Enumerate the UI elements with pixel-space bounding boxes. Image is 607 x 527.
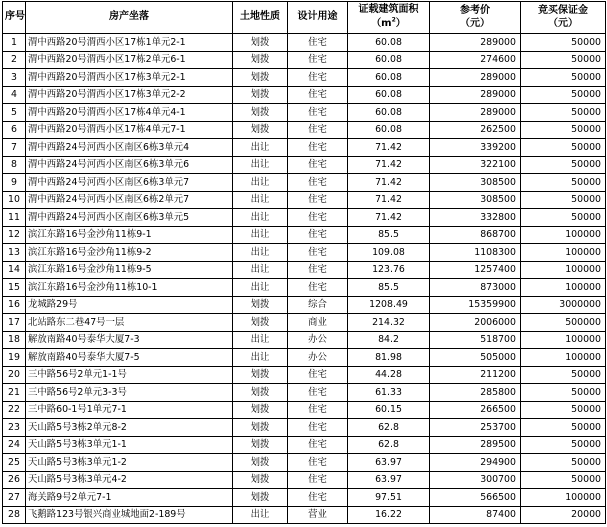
- cell-price: 505000: [430, 349, 521, 367]
- cell-price: 2006000: [430, 314, 521, 332]
- cell-area: 109.08: [348, 244, 430, 262]
- cell-no: 21: [3, 384, 26, 402]
- header-row: [3, 2, 606, 34]
- cell-land-type: 划拨: [233, 384, 288, 402]
- header-area-label: 证载建筑面积: [358, 4, 419, 16]
- cell-address: 滨江东路16号金沙角11栋9-1: [26, 226, 233, 244]
- cell-usage: 住宅: [288, 121, 348, 139]
- cell-usage: 住宅: [288, 226, 348, 244]
- cell-area: 61.33: [348, 384, 430, 402]
- table-row: [3, 104, 606, 122]
- table-row: [3, 401, 606, 419]
- cell-no: 13: [3, 244, 26, 262]
- cell-land-type: 出让: [233, 349, 288, 367]
- cell-address: 天山路5号3栋2单元8-2: [26, 419, 233, 437]
- cell-price: 868700: [430, 226, 521, 244]
- cell-address: 渭中西路24号河西小区南区6栋3单元7: [26, 174, 233, 192]
- cell-no: 16: [3, 296, 26, 314]
- table-row: [3, 191, 606, 209]
- cell-address: 渭中西路20号渭西小区17栋4单元4-1: [26, 104, 233, 122]
- table-row: [3, 51, 606, 69]
- table-row: [3, 366, 606, 384]
- cell-usage: 住宅: [288, 436, 348, 454]
- cell-price: 300700: [430, 471, 521, 489]
- cell-usage: 住宅: [288, 419, 348, 437]
- cell-price: 262500: [430, 121, 521, 139]
- cell-area: 123.76: [348, 261, 430, 279]
- cell-price: 266500: [430, 401, 521, 419]
- table-row: [3, 471, 606, 489]
- cell-deposit: 50000: [521, 384, 606, 402]
- cell-price: 1257400: [430, 261, 521, 279]
- cell-usage: 住宅: [288, 454, 348, 472]
- cell-usage: 住宅: [288, 156, 348, 174]
- cell-deposit: 50000: [521, 436, 606, 454]
- cell-land-type: 划拨: [233, 51, 288, 69]
- table-row: [3, 314, 606, 332]
- cell-address: 天山路5号3栋3单元1-1: [26, 436, 233, 454]
- cell-address: 三中路56号2单元3-3号: [26, 384, 233, 402]
- cell-area: 60.08: [348, 34, 430, 52]
- table-row: [3, 384, 606, 402]
- cell-no: 14: [3, 261, 26, 279]
- cell-price: 332800: [430, 209, 521, 227]
- cell-no: 4: [3, 86, 26, 104]
- cell-deposit: 50000: [521, 419, 606, 437]
- cell-no: 1: [3, 34, 26, 52]
- header-use: 设计用途: [288, 2, 348, 34]
- cell-address: 渭中西路24号河西小区南区6栋3单元4: [26, 139, 233, 157]
- cell-area: 44.28: [348, 366, 430, 384]
- cell-no: 22: [3, 401, 26, 419]
- cell-address: 海关路9号2单元7-1: [26, 489, 233, 507]
- table-row: [3, 209, 606, 227]
- cell-price: 1108300: [430, 244, 521, 262]
- cell-price: 322100: [430, 156, 521, 174]
- table-row: [3, 454, 606, 472]
- cell-land-type: 划拨: [233, 296, 288, 314]
- header-price-unit: （元）: [460, 17, 490, 29]
- cell-price: 289500: [430, 436, 521, 454]
- cell-price: 253700: [430, 419, 521, 437]
- cell-deposit: 50000: [521, 191, 606, 209]
- cell-area: 81.98: [348, 349, 430, 367]
- cell-land-type: 划拨: [233, 366, 288, 384]
- cell-usage: 住宅: [288, 401, 348, 419]
- cell-deposit: 100000: [521, 261, 606, 279]
- cell-usage: 住宅: [288, 489, 348, 507]
- cell-price: 308500: [430, 174, 521, 192]
- table-row: [3, 331, 606, 349]
- header-land: 土地性质: [233, 2, 288, 34]
- cell-no: 10: [3, 191, 26, 209]
- cell-land-type: 划拨: [233, 419, 288, 437]
- cell-area: 62.8: [348, 436, 430, 454]
- cell-area: 71.42: [348, 209, 430, 227]
- cell-area: 60.08: [348, 104, 430, 122]
- cell-no: 7: [3, 139, 26, 157]
- cell-no: 28: [3, 506, 26, 524]
- header-no: 序号: [3, 2, 26, 34]
- cell-no: 15: [3, 279, 26, 297]
- cell-usage: 住宅: [288, 191, 348, 209]
- cell-deposit: 100000: [521, 244, 606, 262]
- cell-usage: 住宅: [288, 384, 348, 402]
- cell-deposit: 50000: [521, 471, 606, 489]
- cell-land-type: 划拨: [233, 489, 288, 507]
- table-row: [3, 419, 606, 437]
- cell-price: 211200: [430, 366, 521, 384]
- cell-land-type: 划拨: [233, 401, 288, 419]
- cell-area: 85.5: [348, 226, 430, 244]
- table-row: [3, 86, 606, 104]
- table-row: [3, 349, 606, 367]
- cell-deposit: 50000: [521, 69, 606, 87]
- cell-land-type: 出让: [233, 261, 288, 279]
- table-row: [3, 436, 606, 454]
- cell-area: 84.2: [348, 331, 430, 349]
- cell-deposit: 50000: [521, 139, 606, 157]
- cell-price: 873000: [430, 279, 521, 297]
- cell-address: 滨江东路16号金沙角11栋9-2: [26, 244, 233, 262]
- cell-usage: 住宅: [288, 34, 348, 52]
- cell-area: 71.42: [348, 174, 430, 192]
- cell-address: 龙城路29号: [26, 296, 233, 314]
- cell-address: 解放南路40号泰华大厦7-3: [26, 331, 233, 349]
- cell-land-type: 出让: [233, 139, 288, 157]
- cell-price: 308500: [430, 191, 521, 209]
- cell-price: 566500: [430, 489, 521, 507]
- table-row: [3, 226, 606, 244]
- cell-address: 北站路东二巷47号一层: [26, 314, 233, 332]
- cell-deposit: 3000000: [521, 296, 606, 314]
- cell-usage: 办公: [288, 331, 348, 349]
- table-row: [3, 174, 606, 192]
- header-address: 房产坐落: [26, 2, 233, 34]
- table-row: [3, 139, 606, 157]
- cell-no: 5: [3, 104, 26, 122]
- cell-area: 16.22: [348, 506, 430, 524]
- cell-deposit: 500000: [521, 314, 606, 332]
- cell-usage: 住宅: [288, 209, 348, 227]
- cell-no: 26: [3, 471, 26, 489]
- cell-land-type: 划拨: [233, 121, 288, 139]
- cell-deposit: 100000: [521, 226, 606, 244]
- cell-address: 三中路60-1号1单元7-1: [26, 401, 233, 419]
- cell-address: 渭中西路24号河西小区南区6栋3单元6: [26, 156, 233, 174]
- cell-usage: 住宅: [288, 244, 348, 262]
- cell-land-type: 划拨: [233, 454, 288, 472]
- cell-no: 6: [3, 121, 26, 139]
- cell-land-type: 出让: [233, 191, 288, 209]
- cell-usage: 住宅: [288, 69, 348, 87]
- cell-area: 63.97: [348, 454, 430, 472]
- cell-no: 25: [3, 454, 26, 472]
- cell-area: 85.5: [348, 279, 430, 297]
- cell-usage: 住宅: [288, 174, 348, 192]
- cell-usage: 住宅: [288, 104, 348, 122]
- cell-no: 18: [3, 331, 26, 349]
- cell-address: 渭中西路24号河西小区南区6栋3单元5: [26, 209, 233, 227]
- cell-no: 19: [3, 349, 26, 367]
- cell-no: 3: [3, 69, 26, 87]
- cell-price: 285800: [430, 384, 521, 402]
- cell-usage: 住宅: [288, 366, 348, 384]
- header-price: [430, 2, 521, 34]
- header-area: [348, 2, 430, 34]
- cell-land-type: 出让: [233, 209, 288, 227]
- cell-address: 滨江东路16号金沙角11栋10-1: [26, 279, 233, 297]
- cell-no: 27: [3, 489, 26, 507]
- cell-land-type: 出让: [233, 226, 288, 244]
- cell-usage: 办公: [288, 349, 348, 367]
- cell-deposit: 50000: [521, 454, 606, 472]
- cell-land-type: 出让: [233, 331, 288, 349]
- cell-usage: 住宅: [288, 51, 348, 69]
- cell-deposit: 50000: [521, 401, 606, 419]
- cell-area: 60.08: [348, 69, 430, 87]
- header-area-unit: $(m^2)$: [371, 16, 406, 30]
- table-row: [3, 156, 606, 174]
- cell-land-type: 出让: [233, 506, 288, 524]
- cell-no: 17: [3, 314, 26, 332]
- cell-deposit: 100000: [521, 349, 606, 367]
- table-row: [3, 489, 606, 507]
- cell-address: 飞鹅路123号银兴商业城地面2-189号: [26, 506, 233, 524]
- cell-usage: 住宅: [288, 471, 348, 489]
- cell-address: 渭中西路24号河西小区南区6栋2单元7: [26, 191, 233, 209]
- table-row: [3, 506, 606, 524]
- header-deposit-label: 竞买保证金: [538, 5, 588, 16]
- cell-price: 339200: [430, 139, 521, 157]
- table-row: [3, 34, 606, 52]
- cell-price: 15359900: [430, 296, 521, 314]
- cell-price: 274600: [430, 51, 521, 69]
- cell-deposit: 50000: [521, 51, 606, 69]
- cell-address: 渭中西路20号渭西小区17栋4单元7-1: [26, 121, 233, 139]
- cell-no: 20: [3, 366, 26, 384]
- cell-deposit: 100000: [521, 331, 606, 349]
- cell-address: 渭中西路20号渭西小区17栋3单元2-2: [26, 86, 233, 104]
- cell-no: 12: [3, 226, 26, 244]
- cell-price: 87400: [430, 506, 521, 524]
- cell-price: 289000: [430, 69, 521, 87]
- table-row: [3, 69, 606, 87]
- cell-land-type: 出让: [233, 174, 288, 192]
- cell-deposit: 50000: [521, 174, 606, 192]
- cell-area: 60.08: [348, 51, 430, 69]
- cell-land-type: 划拨: [233, 69, 288, 87]
- header-price-label: 参考价: [460, 5, 490, 16]
- cell-address: 渭中西路20号渭西小区17栋3单元2-1: [26, 69, 233, 87]
- table-row: [3, 261, 606, 279]
- cell-land-type: 出让: [233, 156, 288, 174]
- cell-deposit: 50000: [521, 121, 606, 139]
- cell-address: 天山路5号3栋3单元1-2: [26, 454, 233, 472]
- cell-no: 11: [3, 209, 26, 227]
- cell-deposit: 100000: [521, 279, 606, 297]
- cell-deposit: 20000: [521, 506, 606, 524]
- cell-deposit: 50000: [521, 104, 606, 122]
- cell-price: 294900: [430, 454, 521, 472]
- cell-area: 60.15: [348, 401, 430, 419]
- cell-area: 71.42: [348, 191, 430, 209]
- cell-area: 62.8: [348, 419, 430, 437]
- cell-usage: 营业: [288, 506, 348, 524]
- cell-usage: 住宅: [288, 86, 348, 104]
- cell-deposit: 50000: [521, 156, 606, 174]
- property-table: [2, 1, 606, 524]
- cell-area: 60.08: [348, 121, 430, 139]
- cell-area: 71.42: [348, 156, 430, 174]
- cell-no: 23: [3, 419, 26, 437]
- table-row: [3, 296, 606, 314]
- cell-land-type: 划拨: [233, 471, 288, 489]
- cell-usage: 综合: [288, 296, 348, 314]
- cell-deposit: 50000: [521, 209, 606, 227]
- table-row: [3, 244, 606, 262]
- cell-no: 9: [3, 174, 26, 192]
- cell-area: 97.51: [348, 489, 430, 507]
- cell-area: 63.97: [348, 471, 430, 489]
- cell-address: 三中路56号2单元1-1号: [26, 366, 233, 384]
- table-header: [3, 2, 606, 34]
- cell-land-type: 出让: [233, 279, 288, 297]
- cell-deposit: 50000: [521, 34, 606, 52]
- table-body: [3, 34, 606, 524]
- cell-price: 518700: [430, 331, 521, 349]
- cell-address: 滨江东路16号金沙角11栋9-5: [26, 261, 233, 279]
- cell-usage: 住宅: [288, 279, 348, 297]
- cell-area: 71.42: [348, 139, 430, 157]
- cell-address: 渭中西路20号渭西小区17栋2单元6-1: [26, 51, 233, 69]
- cell-usage: 住宅: [288, 261, 348, 279]
- header-deposit: [521, 2, 606, 34]
- cell-land-type: 划拨: [233, 104, 288, 122]
- cell-address: 天山路5号3栋3单元4-2: [26, 471, 233, 489]
- cell-usage: 住宅: [288, 139, 348, 157]
- cell-land-type: 划拨: [233, 34, 288, 52]
- cell-land-type: 划拨: [233, 86, 288, 104]
- cell-usage: 商业: [288, 314, 348, 332]
- cell-area: 214.32: [348, 314, 430, 332]
- cell-deposit: 100000: [521, 489, 606, 507]
- cell-land-type: 出让: [233, 244, 288, 262]
- cell-area: 60.08: [348, 86, 430, 104]
- cell-deposit: 50000: [521, 366, 606, 384]
- cell-no: 8: [3, 156, 26, 174]
- cell-deposit: 50000: [521, 86, 606, 104]
- cell-price: 289000: [430, 34, 521, 52]
- header-deposit-unit: （元）: [548, 17, 578, 29]
- cell-price: 289000: [430, 104, 521, 122]
- cell-price: 289000: [430, 86, 521, 104]
- cell-area: 1208.49: [348, 296, 430, 314]
- cell-address: 解放南路40号泰华大厦7-5: [26, 349, 233, 367]
- table-row: [3, 279, 606, 297]
- cell-land-type: 划拨: [233, 436, 288, 454]
- table-row: [3, 121, 606, 139]
- cell-address: 渭中西路20号渭西小区17栋1单元2-1: [26, 34, 233, 52]
- cell-land-type: 划拨: [233, 314, 288, 332]
- cell-no: 24: [3, 436, 26, 454]
- cell-no: 2: [3, 51, 26, 69]
